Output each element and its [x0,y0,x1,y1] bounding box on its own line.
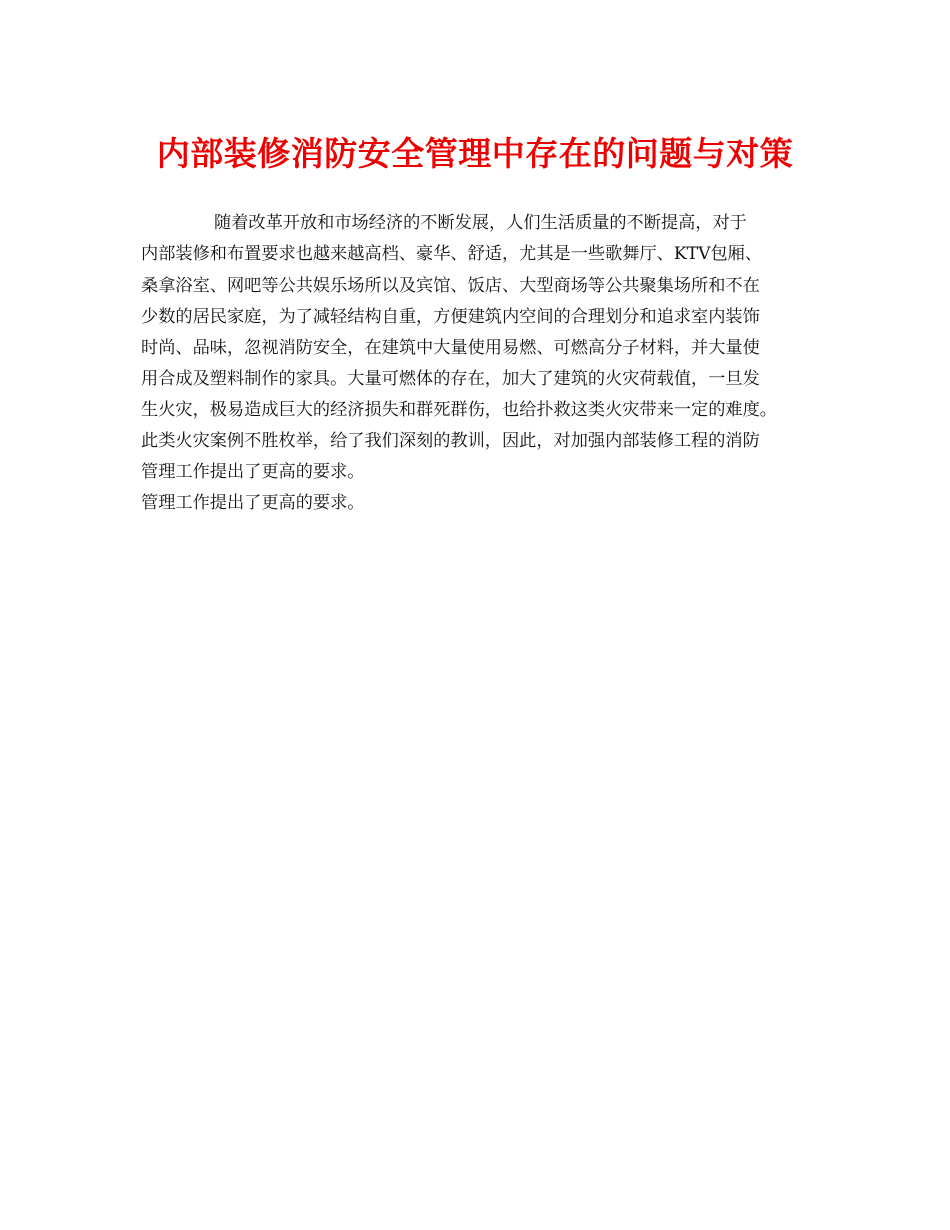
paragraph-line: 随着改革开放和市场经济的不断发展，人们生活质量的不断提高，对于 [214,213,747,233]
paragraph-line: 用合成及塑料制作的家具。大量可燃体的存在，加大了建筑的火灾荷载值，一旦发 [141,369,760,389]
paragraph-line: 少数的居民家庭，为了减轻结构自重，方便建筑内空间的合理划分和追求室内装饰 [141,307,760,327]
document-title: 内部装修消防安全管理中存在的问题与对策 [156,134,794,173]
paragraph-line: 时尚、品味，忽视消防安全，在建筑中大量使用易燃、可燃高分子材料，并大量使 [141,338,760,358]
paragraph-line: 内部装修和布置要求也越来越高档、豪华、舒适，尤其是一些歌舞厅、KTV包厢、 [141,244,763,264]
paragraph-line: 管理工作提出了更高的要求。 [141,493,365,513]
paragraph-line: 桑拿浴室、网吧等公共娱乐场所以及宾馆、饭店、大型商场等公共聚集场所和不在 [141,276,760,296]
paragraph-line: 生火灾，极易造成巨大的经济损失和群死群伤，也给扑救这类火灾带来一定的难度。 [141,400,777,420]
paragraph-line: 管理工作提出了更高的要求。 [141,462,365,482]
paragraph-line: 此类火灾案例不胜枚举，给了我们深刻的教训，因此，对加强内部装修工程的消防 [141,431,760,451]
